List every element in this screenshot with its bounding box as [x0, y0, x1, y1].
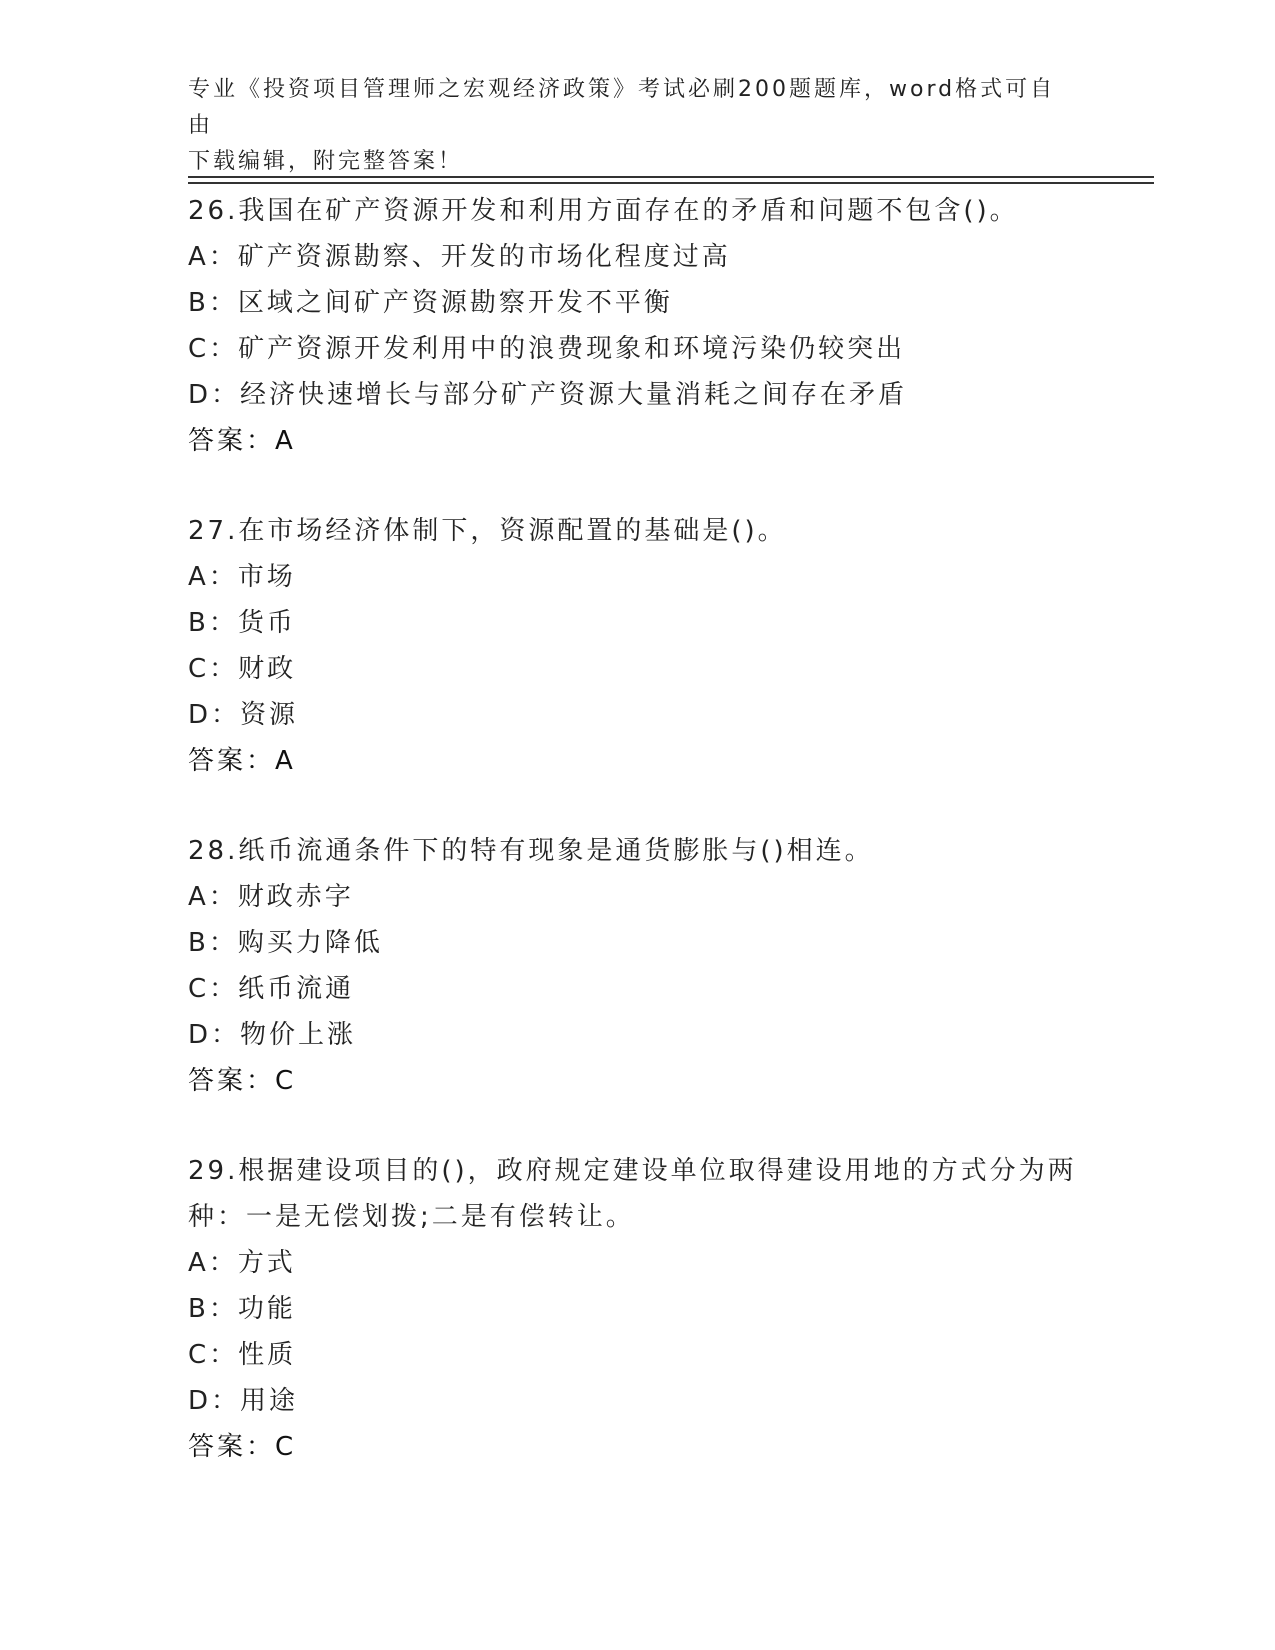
question-stem: 27.在市场经济体制下，资源配置的基础是()。: [188, 516, 787, 546]
question-stem: 28.纸币流通条件下的特有现象是通货膨胀与()相连。: [188, 836, 874, 866]
option-a: A：矿产资源勘察、开发的市场化程度过高: [188, 242, 731, 272]
question-27: [188, 508, 1088, 784]
option-b: B：功能: [188, 1294, 296, 1324]
option-c: C：财政: [188, 654, 297, 684]
question-stem: 26.我国在矿产资源开发和利用方面存在的矛盾和问题不包含()。: [188, 196, 1019, 226]
document-header: [188, 72, 1078, 180]
option-c: C：矿产资源开发利用中的浪费现象和环境污染仍较突出: [188, 334, 906, 364]
question-list: [188, 188, 1088, 1514]
option-d: D：经济快速增长与部分矿产资源大量消耗之间存在矛盾: [188, 380, 908, 410]
option-b: B：货币: [188, 608, 296, 638]
option-b: B：购买力降低: [188, 928, 383, 958]
option-d: D：物价上涨: [188, 1020, 357, 1050]
option-a: A：财政赤字: [188, 882, 354, 912]
question-stem: 29.根据建设项目的()，政府规定建设单位取得建设用地的方式分为两种：一是无偿划拨;二是有偿转让。: [188, 1156, 1077, 1232]
option-c: C：纸币流通: [188, 974, 355, 1004]
answer-line: 答案：A: [188, 746, 296, 776]
option-d: D：用途: [188, 1386, 299, 1416]
question-29: [188, 1148, 1088, 1470]
answer-line: 答案：C: [188, 1432, 297, 1462]
option-a: A：市场: [188, 562, 296, 592]
header-divider-bottom: [188, 182, 1154, 184]
option-a: A：方式: [188, 1248, 296, 1278]
question-28: [188, 828, 1088, 1104]
answer-line: 答案：A: [188, 426, 296, 456]
header-line-2: 下载编辑，附完整答案！: [188, 149, 464, 174]
option-b: B：区域之间矿产资源勘察开发不平衡: [188, 288, 673, 318]
answer-line: 答案：C: [188, 1066, 297, 1096]
option-d: D：资源: [188, 700, 299, 730]
question-26: [188, 188, 1088, 464]
header-line-1: 专业《投资项目管理师之宏观经济政策》考试必刷200题题库，word格式可自由: [188, 77, 1056, 138]
header-divider-top: [188, 176, 1154, 178]
option-c: C：性质: [188, 1340, 297, 1370]
